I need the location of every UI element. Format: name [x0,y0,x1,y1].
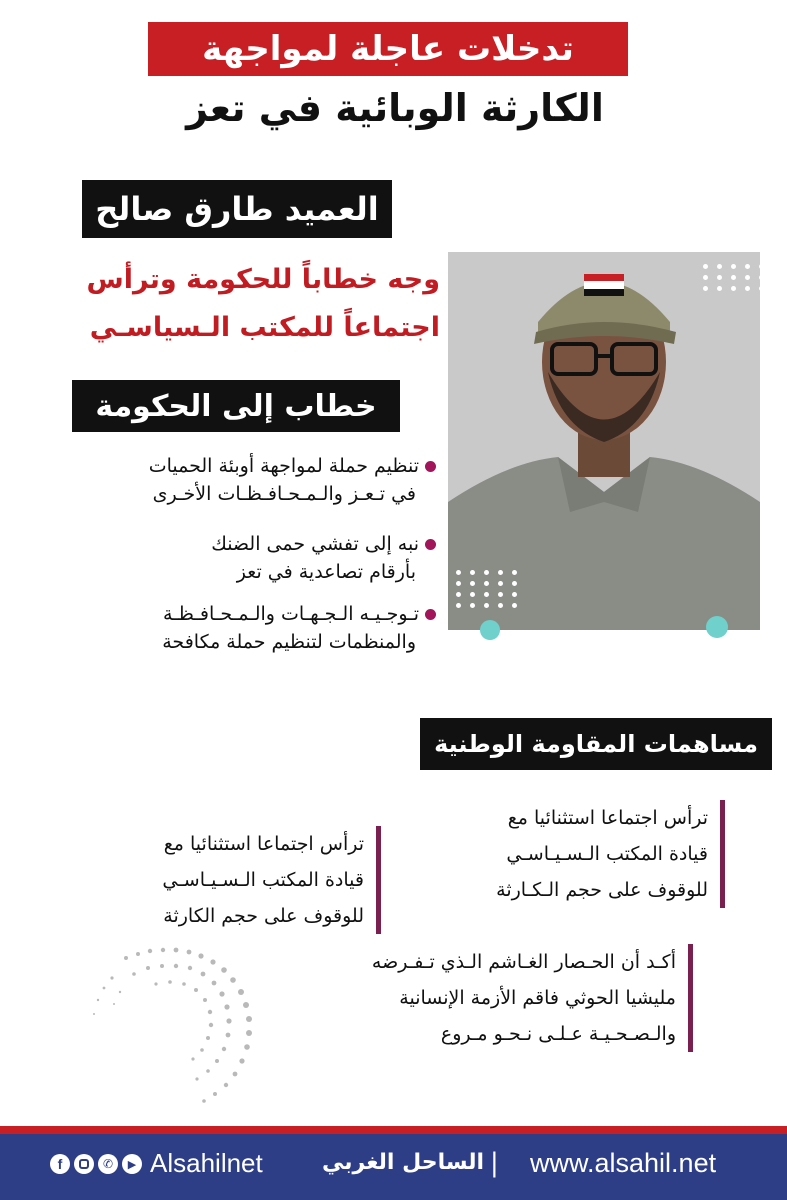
name-bar: العميد طارق صالح [82,180,392,238]
resistance-block-left-line1: ترأس اجتماعا استثنائيا مع [163,833,364,855]
footer-website-link[interactable]: www.alsahil.net [530,1148,717,1178]
footer-red-strip [0,1126,787,1134]
portrait-photo [448,252,760,630]
resistance-block-bottom-line1: أكـد أن الحـصار الغـاشم الـذي تـفـرضه [371,951,676,973]
teal-dot-icon [480,620,500,640]
resistance-block-right [440,800,725,908]
twitter-icon[interactable]: ▶ [122,1154,142,1174]
resistance-block-bottom-line3: والـصـحـيـة عـلـى نـحـو مـروع [440,1023,676,1045]
footer-arabic-name: الساحل الغربي [322,1150,485,1175]
subtitle-line1: وجه خطاباً للحكومة وترأس [86,264,440,295]
bullet-dot-icon [425,461,436,472]
whatsapp-icon[interactable]: ✆ [98,1154,118,1174]
footer-handle[interactable]: Alsahilnet [150,1148,263,1178]
instagram-icon[interactable] [74,1154,94,1174]
gov-bullet-2 [36,530,436,586]
bullet-dot-icon [425,539,436,550]
resistance-block-bottom-line2: مليشيا الحوثي فاقم الأزمة الإنسانية [399,987,676,1009]
gov-bullet-3-line1: تـوجـيـه الـجـهـات والـمـحـافـظـة [163,603,419,625]
headline-line1: تدخلات عاجلة لمواجهة [148,22,628,76]
decorative-dots-icon [703,264,760,291]
resistance-block-right-line1: ترأس اجتماعا استثنائيا مع [507,807,708,829]
gov-bullet-2-line2: بأرقام تصاعدية في تعز [236,561,416,583]
teal-dot-icon [706,616,728,638]
social-icons [50,1154,142,1174]
facebook-icon[interactable]: f [50,1154,70,1174]
gov-bullet-2-line1: نبه إلى تفشي حمى الضنك [211,533,419,555]
resistance-block-left-line2: قيادة المكتب الـسـيـاسـي [162,869,364,891]
resistance-block-right-line3: للوقوف على حجم الـكـارثة [496,879,708,901]
gov-section-title: خطاب إلى الحكومة [72,380,400,432]
headline-line2: الكارثة الوبائية في تعز [186,86,604,130]
gov-bullet-3 [36,600,436,656]
subtitle-line2: اجتماعاً للمكتب الـسياسـي [89,312,440,343]
decorative-dotted-arc-icon [86,940,266,1115]
gov-bullet-3-line2: والمنظمات لتنظيم حملة مكافحة [162,631,416,653]
footer-bar [0,1134,787,1200]
gov-bullet-1-line2: في تـعـز والـمـحـافـظـات الأخـرى [152,483,416,505]
resistance-block-bottom [300,944,693,1052]
gov-bullet-1-line1: تنظيم حملة لمواجهة أوبئة الحميات [148,455,419,477]
gov-bullet-1 [36,452,436,508]
footer-separator: | [490,1148,499,1178]
resistance-block-left-line3: للوقوف على حجم الكارثة [163,905,364,927]
decorative-dots-icon [456,570,520,608]
bullet-dot-icon [425,609,436,620]
resistance-section-title: مساهمات المقاومة الوطنية [420,718,772,770]
resistance-block-right-line2: قيادة المكتب الـسـيـاسـي [506,843,708,865]
resistance-block-left [96,826,381,934]
